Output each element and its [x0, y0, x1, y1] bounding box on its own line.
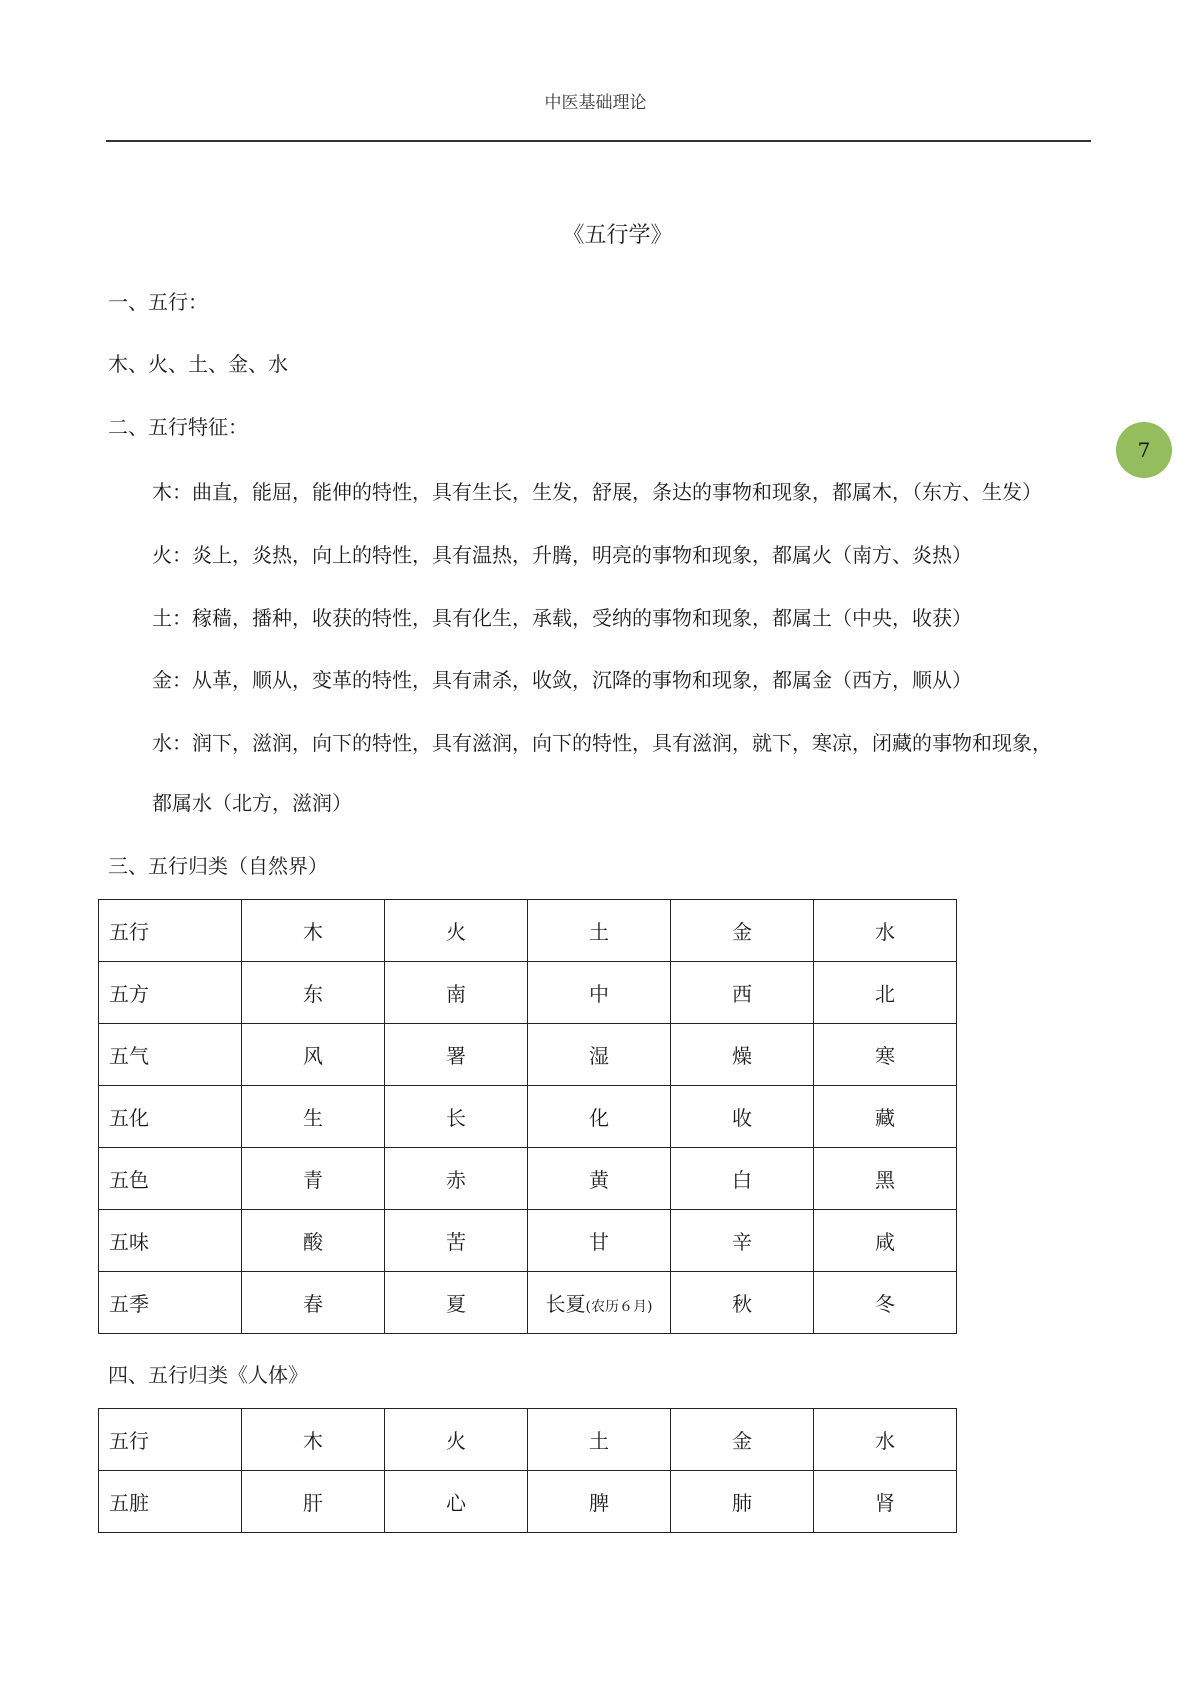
table-cell: 燥 [671, 1024, 814, 1086]
section-1-heading: 一、五行： [108, 290, 208, 314]
table-cell: 木 [242, 1409, 385, 1471]
section-1-body: 木、火、土、金、水 [108, 352, 288, 376]
row-label: 五化 [99, 1086, 242, 1148]
table-cell: 黑 [814, 1148, 957, 1210]
cell-note: (农历６月) [585, 1299, 653, 1315]
table-row [99, 1409, 957, 1471]
table-cell: 湿 [528, 1024, 671, 1086]
running-header: 中医基础理论 [544, 93, 647, 113]
trait-water: 水：润下，滋润，向下的特性，具有滋润，向下的特性，具有滋润，就下，寒凉，闭藏的事物和现象， [152, 731, 1052, 755]
table-cell: 土 [528, 900, 671, 962]
table-row [99, 1272, 957, 1334]
row-label: 五方 [99, 962, 242, 1024]
table-cell: 辛 [671, 1210, 814, 1272]
table-row [99, 900, 957, 962]
row-label: 五味 [99, 1210, 242, 1272]
table-cell: 金 [671, 1409, 814, 1471]
table-cell: 木 [242, 900, 385, 962]
table-cell: 青 [242, 1148, 385, 1210]
table-cell: 化 [528, 1086, 671, 1148]
document-title: 《五行学》 [562, 223, 673, 248]
cell-main-text: 长夏 [545, 1292, 586, 1316]
table-cell: 寒 [814, 1024, 957, 1086]
table-cell: 北 [814, 962, 957, 1024]
row-label: 五脏 [99, 1471, 242, 1533]
row-label: 五行 [99, 1409, 242, 1471]
table-cell: 水 [814, 900, 957, 962]
table-row [99, 1086, 957, 1148]
table-cell: 心 [385, 1471, 528, 1533]
table-cell: 水 [814, 1409, 957, 1471]
table-cell: 黄 [528, 1148, 671, 1210]
table-row [99, 1148, 957, 1210]
table-cell: 署 [385, 1024, 528, 1086]
table-cell: 东 [242, 962, 385, 1024]
table-cell: 南 [385, 962, 528, 1024]
section-4-heading: 四、五行归类《人体》 [108, 1363, 308, 1387]
row-label: 五季 [99, 1272, 242, 1334]
row-label: 五色 [99, 1148, 242, 1210]
table-cell: 肝 [242, 1471, 385, 1533]
table-row [99, 1024, 957, 1086]
table-cell: 甘 [528, 1210, 671, 1272]
table-cell: 酸 [242, 1210, 385, 1272]
trait-fire: 火：炎上，炎热，向上的特性，具有温热，升腾，明亮的事物和现象，都属火（南方、炎热） [152, 543, 972, 567]
table-row [99, 962, 957, 1024]
table-cell: 秋 [671, 1272, 814, 1334]
table-cell: 冬 [814, 1272, 957, 1334]
table-cell: 中 [528, 962, 671, 1024]
table-row [99, 1471, 957, 1533]
trait-metal: 金：从革，顺从，变革的特性，具有肃杀，收敛，沉降的事物和现象，都属金（西方，顺从） [152, 668, 972, 692]
table-cell: 藏 [814, 1086, 957, 1148]
trait-wood: 木：曲直，能屈，能伸的特性，具有生长，生发，舒展，条达的事物和现象，都属木，（东方、生发） [152, 480, 1042, 504]
table-cell: 肾 [814, 1471, 957, 1533]
table-cell: 肺 [671, 1471, 814, 1533]
table-cell: 风 [242, 1024, 385, 1086]
table-cell: 夏 [385, 1272, 528, 1334]
trait-water-continued: 都属水（北方，滋润） [152, 791, 352, 815]
table-cell: 生 [242, 1086, 385, 1148]
table-cell: 火 [385, 1409, 528, 1471]
table-cell: 苦 [385, 1210, 528, 1272]
table-cell: 长 [385, 1086, 528, 1148]
row-label: 五行 [99, 900, 242, 962]
page-number-badge: 7 [1116, 422, 1172, 478]
table-cell: 春 [242, 1272, 385, 1334]
table-cell [528, 1272, 671, 1334]
row-label: 五气 [99, 1024, 242, 1086]
section-2-heading: 二、五行特征： [108, 415, 248, 439]
table-cell: 火 [385, 900, 528, 962]
table-row [99, 1210, 957, 1272]
table-cell: 白 [671, 1148, 814, 1210]
section-3-heading: 三、五行归类（自然界） [108, 854, 328, 878]
table-cell: 土 [528, 1409, 671, 1471]
table-cell: 收 [671, 1086, 814, 1148]
table-cell: 咸 [814, 1210, 957, 1272]
header-rule [106, 140, 1091, 142]
table-cell: 赤 [385, 1148, 528, 1210]
table-cell: 金 [671, 900, 814, 962]
table-cell: 脾 [528, 1471, 671, 1533]
nature-classification-table [98, 899, 957, 1334]
body-classification-table [98, 1408, 957, 1533]
trait-earth: 土：稼穑，播种，收获的特性，具有化生，承载，受纳的事物和现象，都属土（中央，收获） [152, 606, 972, 630]
table-cell: 西 [671, 962, 814, 1024]
